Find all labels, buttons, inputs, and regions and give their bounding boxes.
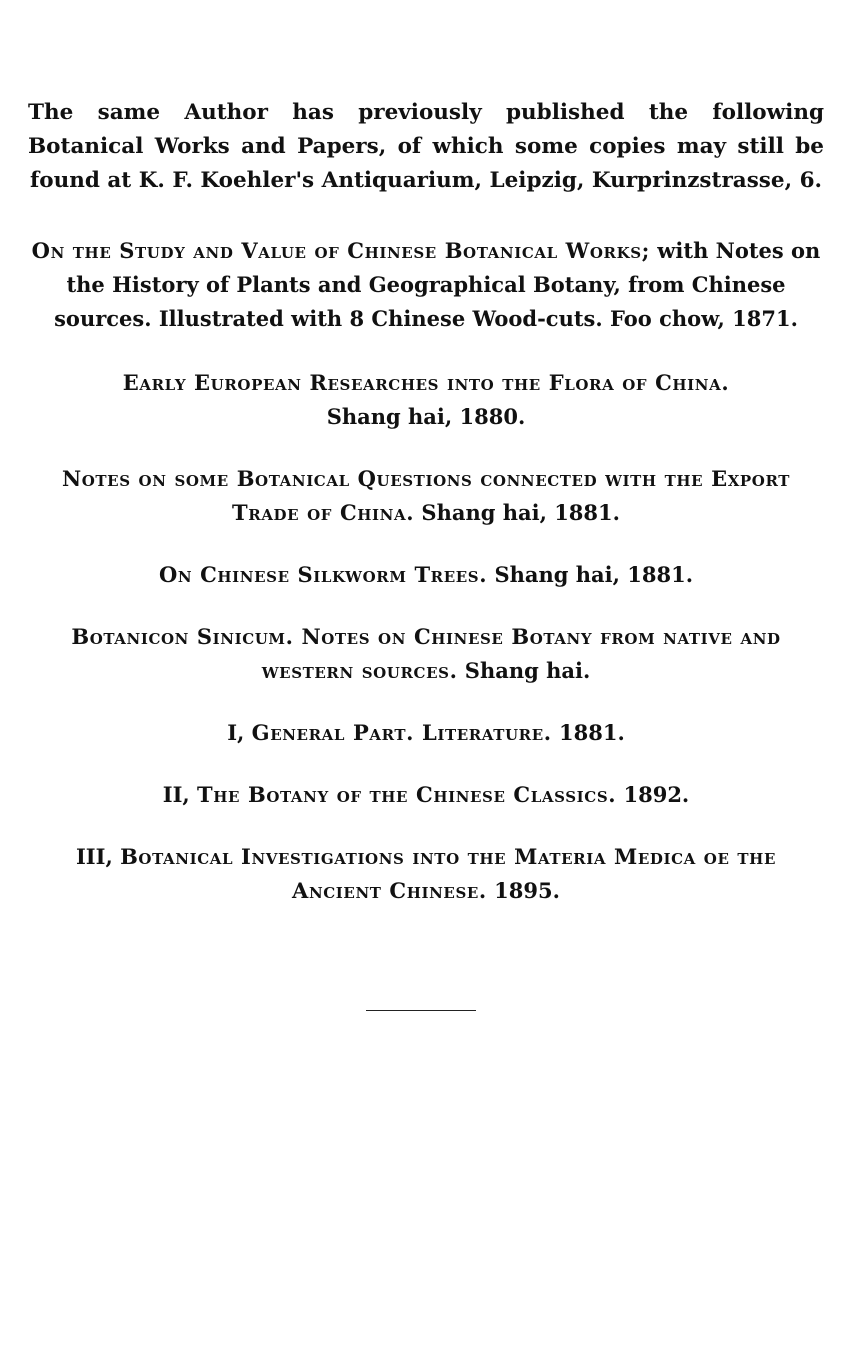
work-details: Shang hai, 1881. [414,500,620,525]
work-title: Botanicon Sinicum. Notes on Chinese Botany from native and western sources. [71,624,781,683]
work-entry [28,366,824,434]
intro-paragraph: The same Author has previously published the following Botanical Works and Papers, of which some copies may still be found at K. F. Koehler's Antiquarium, Leipzig, Kurprinzstrasse, 6. [28,100,824,193]
page-content [28,96,824,908]
work-title: On the Study and Value of Chinese Botanical Works; [31,238,650,263]
work-details: 1895. [486,878,560,903]
work-title: The Botany of the Chinese Classics. [197,782,617,807]
work-entry [28,716,824,750]
work-details: Shang hai. [457,658,591,683]
closing-rule [366,1010,476,1011]
work-title: On Chinese Silkworm Trees. [158,562,488,587]
volume-number: III, [75,844,121,869]
work-details: Shang hai, 1881. [487,562,694,587]
volume-number: I, [227,720,252,745]
work-title: Botanical Investigations into the Materia Medica oe the Ancient Chinese. [120,844,776,903]
work-entry [28,778,824,812]
work-entry [28,558,824,592]
work-entry [28,462,824,530]
volume-number: II, [162,782,198,807]
work-details: 1881. [551,720,625,745]
work-title: Notes on some Botanical Questions connected with the Export Trade of China. [61,466,791,525]
work-entry [28,234,824,336]
work-title: Early European Researches into the Flora of China. [122,370,730,395]
work-details: Shang hai, 1880. [326,404,526,429]
work-details: with Notes on the History of Plants and Geographical Botany, from Chinese sources. Illustrated with 8 Chinese Wood-cuts. Foo chow, 1871. [54,238,821,331]
work-entry [28,620,824,688]
work-entry [28,840,824,908]
work-title: General Part. Literature. [251,720,552,745]
work-details: 1892. [616,782,690,807]
